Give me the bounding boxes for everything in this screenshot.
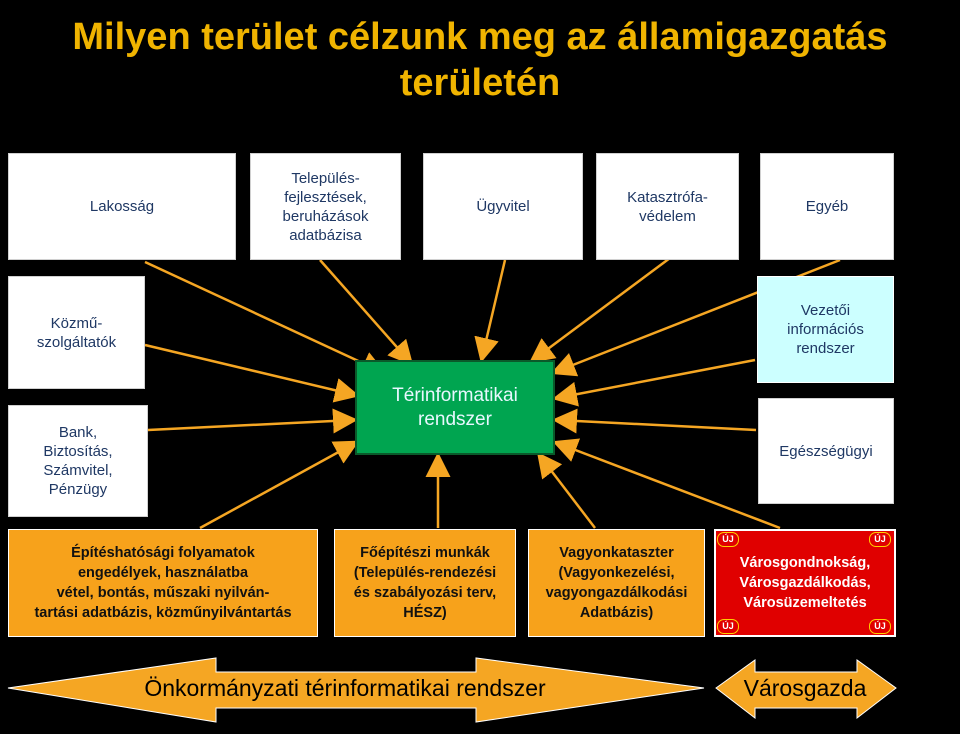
box-ugyvitel: Ügyvitel <box>423 153 583 260</box>
connector-telepules <box>320 260 410 362</box>
box-terinformatikai-rendszer: Térinformatikai rendszer <box>355 360 555 455</box>
box-foepiteszi: Főépítészi munkák (Település-rendezési és szabályozási terv, HÉSZ) <box>334 529 516 637</box>
connector-varos <box>557 443 780 528</box>
box-katasztrofavedelem: Katasztrófa- védelem <box>596 153 739 260</box>
new-badge-icon: ÚJ <box>869 532 891 547</box>
box-lakossag: Lakosság <box>8 153 236 260</box>
connector-bank <box>148 420 353 430</box>
box-vezetoi-informacios: Vezetői információs rendszer <box>757 276 894 383</box>
box-egeszsegugyi: Egészségügyi <box>758 398 894 504</box>
arrow-label-city: Városgazda <box>743 675 867 701</box>
connector-vezetoi <box>557 360 755 398</box>
box-kozmuszolgaltatok: Közmű- szolgáltatók <box>8 276 145 389</box>
connector-katasztrofa <box>533 258 670 360</box>
arrow-label-municipal: Önkormányzati térinformatikai rendszer <box>144 675 546 701</box>
connector-vagyon <box>540 456 595 528</box>
connector-kozmu <box>145 345 355 395</box>
box-egyeb: Egyéb <box>760 153 894 260</box>
box-telepulesfejlesztes: Település- fejlesztések, beruházások adatbázisa <box>250 153 401 260</box>
box-varosgondnoksag: Városgondnokság, Városgazdálkodás, Városüzemeltetés <box>714 529 896 637</box>
box-bank: Bank, Biztosítás, Számvitel, Pénzügy <box>8 405 148 517</box>
new-badge-icon: ÚJ <box>717 532 739 547</box>
connector-egeszseg <box>557 420 756 430</box>
connector-epites <box>200 443 355 528</box>
page-title: Milyen terület célzunk meg az államigazgatás területén <box>72 16 888 104</box>
connector-lakossag <box>145 262 382 372</box>
connector-ugyvitel <box>482 260 505 358</box>
new-badge-icon: ÚJ <box>869 619 891 634</box>
new-badge-icon: ÚJ <box>717 619 739 634</box>
box-vagyonkataszter: Vagyonkataszter (Vagyonkezelési, vagyongazdálkodási Adatbázis) <box>528 529 705 637</box>
box-epiteshatosagi: Építéshatósági folyamatok engedélyek, használatba vétel, bontás, műszaki nyilván- tartási adatbázis, közműnyilvántartás <box>8 529 318 637</box>
